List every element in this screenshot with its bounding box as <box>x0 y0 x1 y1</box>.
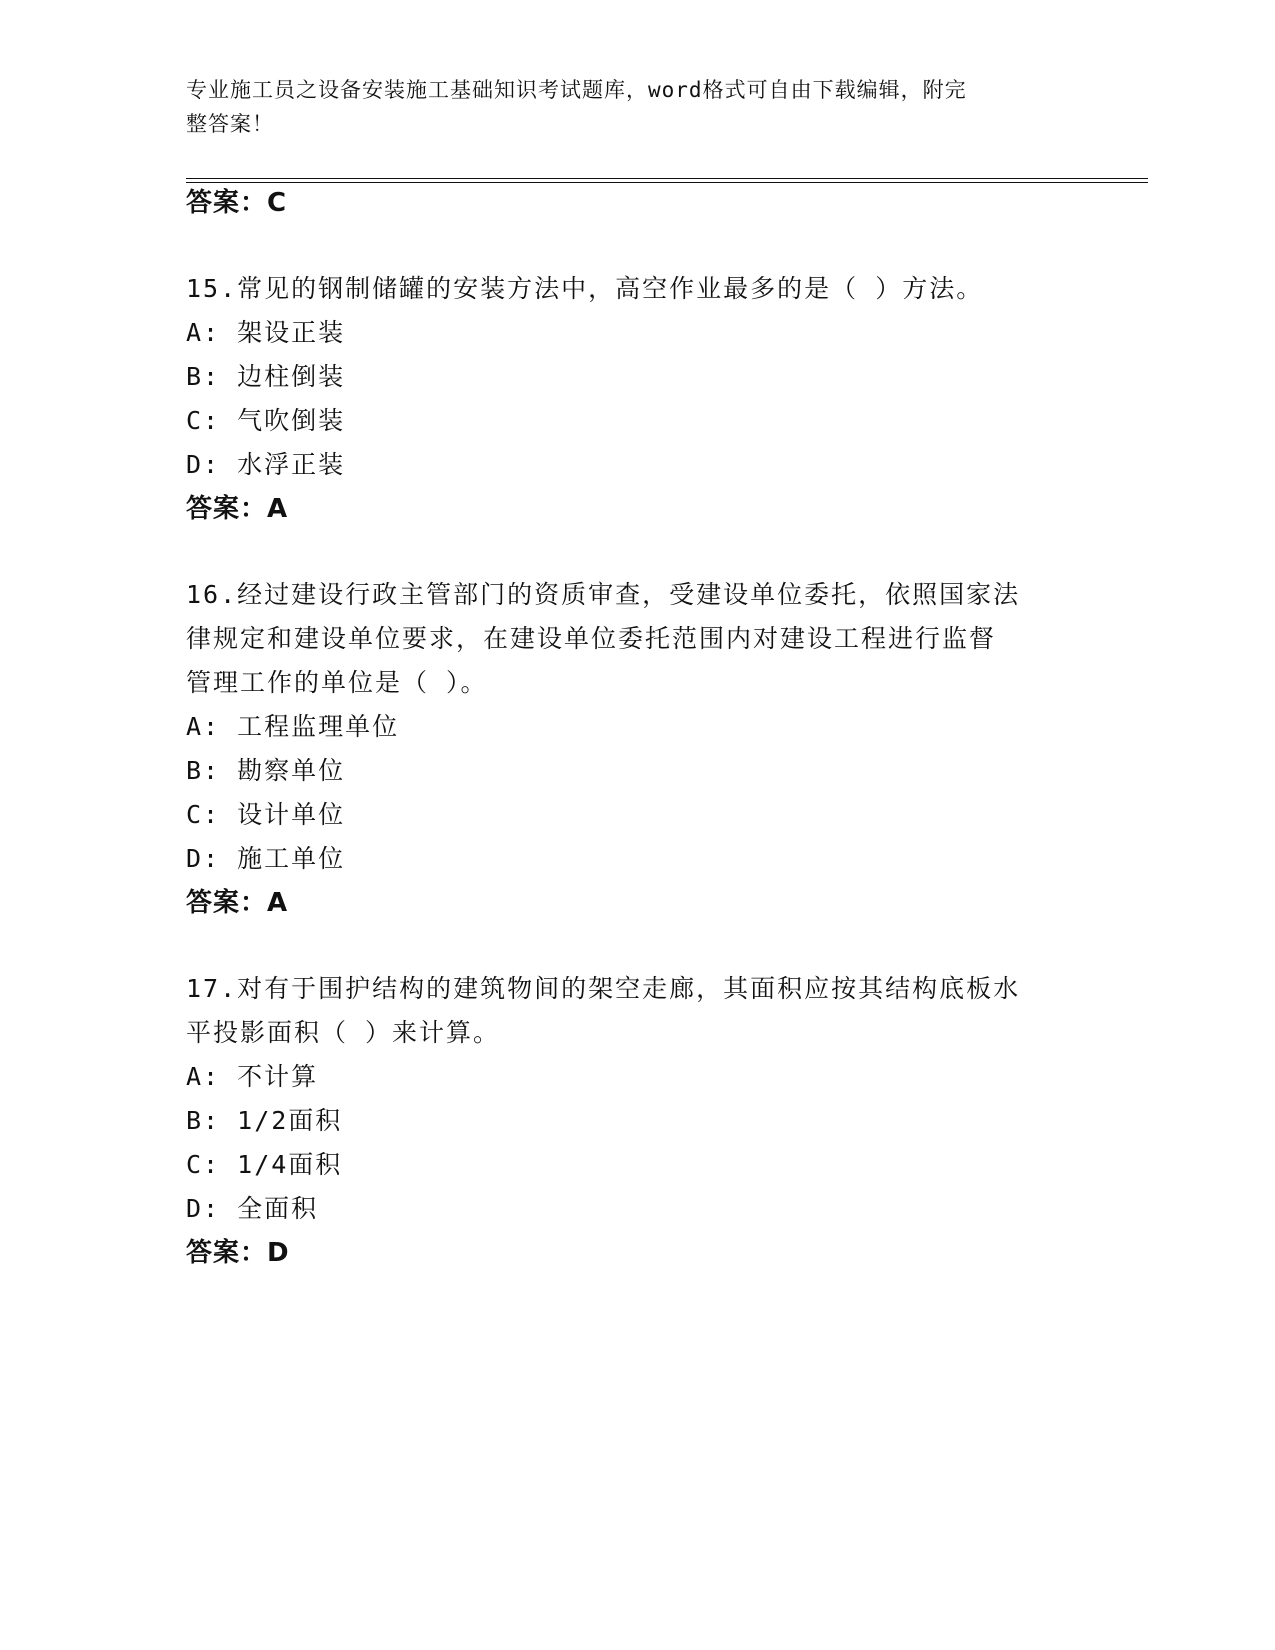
option-c: C: 气吹倒装 <box>186 406 346 435</box>
question-stem: 律规定和建设单位要求，在建设单位委托范围内对建设工程进行监督 <box>186 624 997 653</box>
question-stem: 平投影面积（ ）来计算。 <box>186 1018 501 1047</box>
option-c: C: 1/4面积 <box>186 1150 343 1179</box>
previous-answer: 答案：C <box>186 188 288 218</box>
answer: 答案：A <box>186 494 289 524</box>
header-divider-top <box>186 178 1148 179</box>
option-d: D: 施工单位 <box>186 844 346 873</box>
question-stem: 管理工作的单位是（ ）。 <box>186 668 488 697</box>
option-d: D: 全面积 <box>186 1194 319 1223</box>
option-b: B: 1/2面积 <box>186 1106 343 1135</box>
option-b: B: 边柱倒装 <box>186 362 346 391</box>
option-a: A: 架设正装 <box>186 318 346 347</box>
option-a: A: 工程监理单位 <box>186 712 400 741</box>
header-line-2: 整答案！ <box>186 112 274 136</box>
question-stem: 16.经过建设行政主管部门的资质审查，受建设单位委托，依照国家法 <box>186 580 1021 609</box>
document-header <box>186 73 1066 141</box>
question-stem: 17.对有于围护结构的建筑物间的架空走廊，其面积应按其结构底板水 <box>186 974 1021 1003</box>
answer: 答案：D <box>186 1238 290 1268</box>
question-stem: 15.常见的钢制储罐的安装方法中，高空作业最多的是（ ）方法。 <box>186 274 984 303</box>
option-d: D: 水浮正装 <box>186 450 346 479</box>
option-b: B: 勘察单位 <box>186 756 346 785</box>
option-a: A: 不计算 <box>186 1062 319 1091</box>
answer: 答案：A <box>186 888 289 918</box>
option-c: C: 设计单位 <box>186 800 346 829</box>
header-line-1: 专业施工员之设备安装施工基础知识考试题库，word格式可自由下载编辑，附完 <box>186 78 967 102</box>
header-divider-bottom <box>186 182 1148 183</box>
